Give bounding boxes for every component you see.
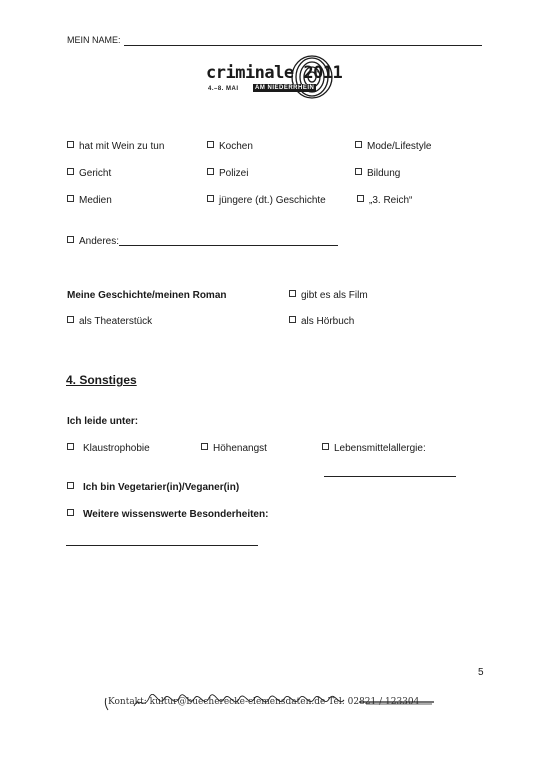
checkbox-icon bbox=[67, 141, 74, 148]
footer-contact bbox=[104, 694, 438, 712]
topic-media[interactable]: Medien bbox=[67, 195, 112, 206]
topic-cooking[interactable]: Kochen bbox=[207, 141, 253, 152]
suffer-label: Ich leide unter: bbox=[67, 416, 139, 427]
topic-wine[interactable]: hat mit Wein zu tun bbox=[67, 141, 164, 152]
allergy-option[interactable]: Lebensmittelallergie: bbox=[322, 443, 426, 454]
checkbox-icon bbox=[355, 168, 362, 175]
topic-police[interactable]: Polizei bbox=[207, 168, 248, 179]
checkbox-icon bbox=[207, 141, 214, 148]
checkbox-icon bbox=[289, 316, 296, 323]
story-film[interactable]: gibt es als Film bbox=[289, 290, 368, 301]
logo-tag: AM NIEDERRHEIN bbox=[255, 85, 315, 91]
topic-third-reich[interactable]: „3. Reich“ bbox=[357, 195, 412, 206]
name-label: MEIN NAME: bbox=[67, 35, 121, 45]
allergy-field[interactable] bbox=[324, 476, 456, 477]
topic-history[interactable]: jüngere (dt.) Geschichte bbox=[207, 195, 326, 206]
logo-dates: 4.–8. MAI bbox=[208, 86, 239, 92]
logo-wordmark: criminale 2011 bbox=[206, 63, 343, 83]
checkbox-icon bbox=[357, 195, 364, 202]
story-theater[interactable]: als Theaterstück bbox=[67, 316, 152, 327]
page-number: 5 bbox=[478, 667, 484, 678]
section-title: 4. Sonstiges bbox=[66, 373, 137, 387]
checkbox-icon bbox=[322, 443, 329, 450]
checkbox-icon bbox=[67, 509, 74, 516]
heights-option[interactable]: Höhenangst bbox=[201, 443, 267, 454]
checkbox-icon bbox=[67, 168, 74, 175]
other-notes-field[interactable] bbox=[66, 545, 258, 546]
footer-text: Kontakt: kultur@buecherecke-clemensdaten.de Tel: 02821 / 123304 bbox=[108, 697, 420, 707]
story-heading: Meine Geschichte/meinen Roman bbox=[67, 290, 227, 301]
checkbox-icon bbox=[207, 168, 214, 175]
topic-education[interactable]: Bildung bbox=[355, 168, 400, 179]
vegetarian-option[interactable]: Ich bin Vegetarier(in)/Veganer(in) bbox=[67, 482, 239, 493]
checkbox-icon bbox=[207, 195, 214, 202]
checkbox-icon bbox=[67, 236, 74, 243]
checkbox-icon bbox=[355, 141, 362, 148]
criminale-logo bbox=[206, 55, 343, 103]
checkbox-icon bbox=[289, 290, 296, 297]
checkbox-icon bbox=[67, 482, 74, 489]
topic-court[interactable]: Gericht bbox=[67, 168, 111, 179]
checkbox-icon bbox=[201, 443, 208, 450]
checkbox-icon bbox=[67, 316, 74, 323]
topic-fashion[interactable]: Mode/Lifestyle bbox=[355, 141, 431, 152]
name-field[interactable] bbox=[124, 45, 482, 46]
checkbox-icon bbox=[67, 195, 74, 202]
checkbox-icon bbox=[67, 443, 74, 450]
topic-other[interactable]: Anderes: bbox=[67, 236, 119, 247]
topic-other-field[interactable] bbox=[119, 245, 338, 246]
scribble-strikeout-icon bbox=[104, 694, 438, 712]
story-audiobook[interactable]: als Hörbuch bbox=[289, 316, 354, 327]
other-notes-option[interactable]: Weitere wissenswerte Besonderheiten: bbox=[67, 509, 268, 520]
claustrophobia-option[interactable]: Klaustrophobie bbox=[67, 443, 150, 454]
